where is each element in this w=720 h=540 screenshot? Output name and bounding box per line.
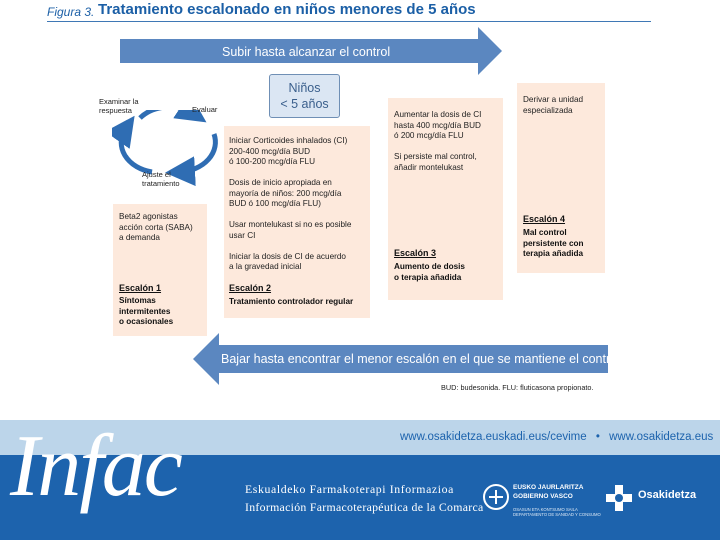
- age-group-line2: < 5 años: [280, 97, 329, 111]
- footer-urls: [400, 431, 713, 443]
- gov-department: OSASUN ETA KONTSUMO SAILA DEPARTAMENTO DE SANIDAD Y CONSUMO: [513, 507, 601, 517]
- basque-government-emblem-icon: [482, 483, 510, 511]
- step-2-description: Tratamiento controlador regular: [229, 297, 354, 306]
- cevime-link[interactable]: www.osakidetza.euskadi.eus/cevime: [400, 431, 587, 443]
- figure-label: Figura 3.: [47, 5, 95, 19]
- step-2-box: [224, 126, 370, 318]
- gov-name-spanish: GOBIERNO VASCO: [513, 493, 573, 500]
- url-separator: •: [595, 431, 600, 443]
- step-3-description: Aumento de dosis o terapia añadida: [394, 262, 465, 282]
- figure-title: Tratamiento escalonado en niños menores de 5 años: [98, 1, 476, 18]
- step-4-box: [517, 83, 605, 273]
- step-2-heading: Escalón 2: [229, 283, 272, 293]
- infac-logo: Infac: [10, 418, 181, 515]
- step-4-heading: Escalón 4: [523, 214, 566, 224]
- osakidetza-logo-icon: [604, 483, 634, 513]
- step-4-treatment: Derivar a unidad especializada: [523, 95, 584, 115]
- org-name-basque: Eskualdeko Farmakoterapi Informazioa: [245, 482, 454, 496]
- step-2-treatment: Iniciar Corticoides inhalados (CI) 200-400 mcg/día BUD ó 100-200 mcg/día FLU Dosis de inicio apropiada en mayoría de niños: 200 mcg/día BUD ó 100 mcg/día FLU) Usar montelukast si no es posible usar CI Iniciar la dosis de CI de acuerdo a la gravedad inicial: [229, 136, 352, 271]
- step-3-box: [388, 98, 503, 300]
- cycle-evaluate-label: Evaluar: [192, 105, 218, 114]
- step-1-heading: Escalón 1: [119, 283, 162, 293]
- cycle-adjust-label: Ajuste el tratamiento: [142, 170, 180, 188]
- step-down-label: Bajar hasta encontrar el menor escalón en el que se mantiene el control: [221, 352, 620, 366]
- gov-name-basque: EUSKO JAURLARITZA: [513, 484, 584, 491]
- step-3-heading: Escalón 3: [394, 248, 437, 258]
- cycle-examine-label: Examinar la respuesta: [99, 97, 139, 115]
- step-1-box: [113, 204, 207, 336]
- step-4-description: Mal control persistente con terapia añadida: [523, 228, 584, 258]
- title-divider: [47, 21, 651, 22]
- step-3-treatment: Aumentar la dosis de CI hasta 400 mcg/día BUD ó 200 mcg/día FLU Si persiste mal control, añadir montelukast: [394, 110, 482, 172]
- step-up-label: Subir hasta alcanzar el control: [222, 45, 391, 59]
- org-name-spanish: Información Farmacoterapéutica de la Comarca: [245, 500, 484, 514]
- age-group-box: [269, 74, 340, 118]
- step-1-description: Síntomas intermitentes o ocasionales: [119, 296, 174, 326]
- osakidetza-link[interactable]: www.osakidetza.eus: [609, 431, 714, 443]
- step-1-treatment: Beta2 agonistas acción corta (SABA) a demanda: [119, 212, 193, 242]
- osakidetza-wordmark: Osakidetza: [638, 489, 697, 501]
- age-group-line1: Niños: [288, 81, 321, 95]
- footnote: BUD: budesonida. FLU: fluticasona propionato.: [441, 383, 594, 392]
